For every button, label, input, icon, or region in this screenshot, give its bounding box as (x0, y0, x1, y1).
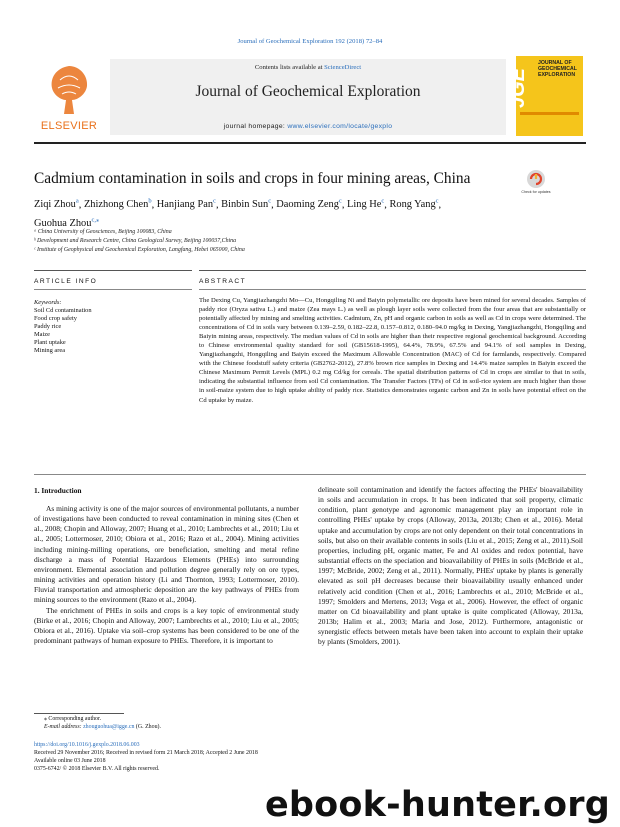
author-affiliation-mark[interactable]: c,⁎ (91, 216, 100, 224)
author[interactable] (84, 199, 152, 210)
email-link[interactable]: zhouguohua@igge.cn (83, 724, 135, 730)
elsevier-logo (34, 57, 104, 135)
author-list (34, 194, 534, 231)
elsevier-wordmark: ELSEVIER (40, 120, 98, 132)
cover-abbrev: JGE (507, 67, 529, 108)
author-name: Ling He (347, 199, 382, 211)
available-online: Available online 03 June 2018 (34, 758, 106, 764)
affiliation-a: ᵃ China University of Geosciences, Beijing 100083, China (34, 229, 172, 235)
article-title: Cadmium contamination in soils and crops in four mining areas, China (34, 170, 471, 187)
cover-title: JOURNAL OF GEOCHEMICAL EXPLORATION (538, 60, 577, 78)
author-name: Zhizhong Chen (83, 199, 149, 211)
article-info-subrule (34, 289, 192, 290)
author-affiliation-mark[interactable]: a (75, 198, 79, 205)
watermark-text: ebook-hunter.org (264, 785, 610, 825)
homepage-prefix: journal homepage: (223, 123, 288, 130)
section-heading-introduction: 1. Introduction (34, 486, 82, 495)
author[interactable] (276, 199, 342, 210)
contents-line (110, 64, 506, 71)
keywords-label: Keywords: (34, 299, 62, 306)
intro-paragraph-1: As mining activity is one of the major sources of environmental pollutants, a number of investigations have been conducted to reveal contamination in mining sites (Chen et al., 2008; Chopin and Alloway, 2007; Huang et al., 2010; Lambrechts et al., 2010; Liu et al., 2005; Lottermoser, 2010; Obiora et al., 2016; Razo et al., 2004). Mining activities including mining-milling operations, ore beneficiation, smelting and metal refine discharge a mass of Potential Hazardous Elements (PHEs) into surrounding environment. Elemental association and pollution degree generally rely on ore types, mining activities and operation history (Li and Thornton, 1993; Lottermoser, 2010). Fluvial transportation and atmospheric deposition are the key pathways of PHEs from mining sources to the environment (Razo et al., 2004). (34, 504, 299, 605)
abstract-rule (199, 270, 586, 271)
author-name: Daoming Zeng (276, 199, 339, 211)
sciencedirect-link[interactable]: ScienceDirect (324, 64, 362, 71)
contents-prefix: Contents lists available at (254, 64, 325, 71)
body-column-left (34, 498, 299, 646)
author-name: Binbin Sun (221, 199, 269, 211)
keyword: Food crop safety (34, 315, 77, 323)
article-info-heading: ARTICLE INFO (34, 278, 98, 285)
article-info-rule (34, 270, 192, 271)
copyright-line: 0375-6742/ © 2018 Elsevier B.V. All rights reserved. (34, 766, 160, 772)
keywords-list (34, 307, 92, 356)
author[interactable] (389, 199, 438, 210)
keyword: Paddy rice (34, 323, 62, 331)
author[interactable] (347, 199, 384, 210)
corresponding-author-note: ⁎ Corresponding author. (44, 716, 102, 722)
email-suffix: (G. Zhou). (134, 724, 161, 730)
footnote-rule (34, 713, 124, 714)
author-affiliation-mark[interactable]: c (338, 198, 342, 205)
journal-title: Journal of Geochemical Exploration (195, 83, 421, 100)
author-affiliation-mark[interactable]: c (213, 198, 216, 205)
author-affiliation-mark[interactable]: c (435, 198, 439, 205)
author-affiliation-mark[interactable]: c (381, 198, 385, 205)
keyword: Soil Cd contamination (34, 307, 92, 314)
keyword: Mining area (34, 347, 66, 355)
cover-bar (520, 112, 579, 115)
author[interactable] (157, 199, 216, 210)
keyword: Plant uptake (34, 339, 66, 347)
author-name: Guohua Zhou (34, 217, 92, 229)
journal-cover[interactable] (507, 56, 583, 136)
author-affiliation-mark[interactable]: c (268, 198, 272, 205)
email-line (44, 724, 161, 732)
author[interactable] (34, 218, 99, 229)
author-name: Ziqi Zhou (34, 199, 76, 211)
author[interactable] (221, 199, 271, 210)
elsevier-tree-icon (42, 60, 96, 116)
affiliation-b: ᵇ Development and Research Centre, China Geological Survey, Beijing 100037,China (34, 238, 237, 244)
affiliation-c: ᶜ Institute of Geophysical and Geochemical Exploration, Langfang, Hebei 065000, China (34, 247, 245, 253)
intro-paragraph-2: The enrichment of PHEs in soils and crops is a key topic of environmental study (Birke et al., 2016; Chopin and Alloway, 2007; Lambrechts et al., 2010; Liu et al., 2005; Obiora et al., 2016). Uptake via soil–crop systems has been considered to be one of the predominant pathways of human exposure to PHEs. Therefore, it is important to (34, 605, 299, 646)
doi-link[interactable]: https://doi.org/10.1016/j.gexplo.2018.06.003 (34, 742, 140, 748)
author[interactable] (34, 199, 79, 210)
received-dates: Received 29 November 2016; Received in revised form 21 March 2018; Accepted 2 June 2018 (34, 750, 258, 756)
check-updates-label: Check for updates (521, 190, 551, 194)
homepage-link[interactable]: www.elsevier.com/locate/gexplo (287, 123, 393, 130)
author-line-1: Ziqi Zhou$^a$, Zhizhong Chen$^b$, Hanjiang Pan$^c$, Binbin Sun$^c$, Daoming Zeng$^c$, Ling He$^c$, Rong Yang$^c$, (34, 198, 442, 211)
abstract-subrule (199, 289, 586, 290)
author-name: Rong Yang (389, 199, 436, 211)
author-affiliation-mark[interactable]: b (148, 198, 152, 205)
author-name: Hanjiang Pan (156, 199, 214, 211)
header-divider (34, 142, 586, 144)
abstract-text: The Dexing Cu, Yangjiazhangzhi Mo—Cu, Hongqiling Ni and Baiyin polymetallic ore deposits have been mined for several decades. Samples of paddy rice (Oryza sativa L.) and maize (Zea mays L.) as well as plough layer soils were collected from the four areas that are substantially or potentially affected by mining and smelting activities. Cadmium, Zn, pH and organic carbon in soils as well as Cd in crops were determined. The concentrations of Cd in soils vary between 0.139–2.59, 0.182–22.8, 0.157–0.812, 0.180–94.0 mg/kg in Dexing, Yangjiazhangzhi, Hongqiling and Baiyin mining areas, respectively. The median values of Cd in soils are higher than their respective regional geochemical background. According to Chinese environmental quality standard for soil (GB15618-1995), 64.4%, 78.9%, 67.5% and 94.1% of soil samples in Dexing, Yangjiazhangzhi, Hongqiling and Baiyin exceed the Maximum Allowable Concentration (MAC) of Cd for farmlands, respectively. Compared with the Chinese foodstuff safety criteria (GB2762-2012), 27.8% brown rice samples in Dexing and 14.4% maize samples in Baiyin exceed the Chinese Maximum Permit Levels (MPL) 0.2 mg Cd/kg for cereals. The spatial distribution patterns of Cd in crops are similar to that in soils, indicating the substantial influence from soil Cd contamination. The Transfer Factors (TFs) of Cd in soil-rice system are much higher than those in soil-maize system due to high uptake ability of paddy rice. Statistics demonstrates organic carbon and Zn in soils have potential effect on the Cd uptake by maize. (199, 297, 586, 404)
homepage-line (110, 123, 506, 130)
abstract-bottom-rule (34, 474, 586, 475)
body-column-right (318, 485, 583, 648)
keyword: Maize (34, 331, 50, 339)
journal-reference-link[interactable]: Journal of Geochemical Exploration 192 (2018) 72–84 (237, 38, 383, 45)
abstract-heading: ABSTRACT (199, 278, 247, 285)
email-label: E-mail address: (44, 724, 84, 730)
intro-paragraph-right: delineate soil contamination and identify the factors affecting the PHEs' bioavailability in soils and accumulation in crops. It has been indicated that soil property, climatic condition, plant genotype and agronomic management play an important role in controlling PHEs' uptake by crops (Alloway, 2013a, 2013b; Chen et al., 2016). Metal uptake and accumulation by crops are not only dependent on their total concentrations in soils, but also on their available contents in soils (Liu et al., 2015; Zeng et al., 2011).Soil properties, including pH, organic matter, Fe and Al oxides and redox potential, have substantial effects on the speciation and bioavailability of PHEs in soils (McBride et al., 1997; McBride, 2002; Zeng et al., 2011). Normally, PHEs' uptake by plants is generally elevated as soil pH decreases because their bioavailability usually enhanced under relatively acid condition (Chen et al., 2016; Lambrechts et al., 2010; McBride et al., 1997; Smolders and Mertens, 2013; Vega et al., 2006). However, the effect of organic matter on Cd bioavailability and plant uptake is quite complicated (Alloway, 2013a, 2013b; Halim et al., 2003; Maria and Jose, 2012). Furthermore, antagonistic or synergistic effects between metals have been taken into account to explain their uptake by plants (Smolders, 2001). (318, 485, 583, 647)
